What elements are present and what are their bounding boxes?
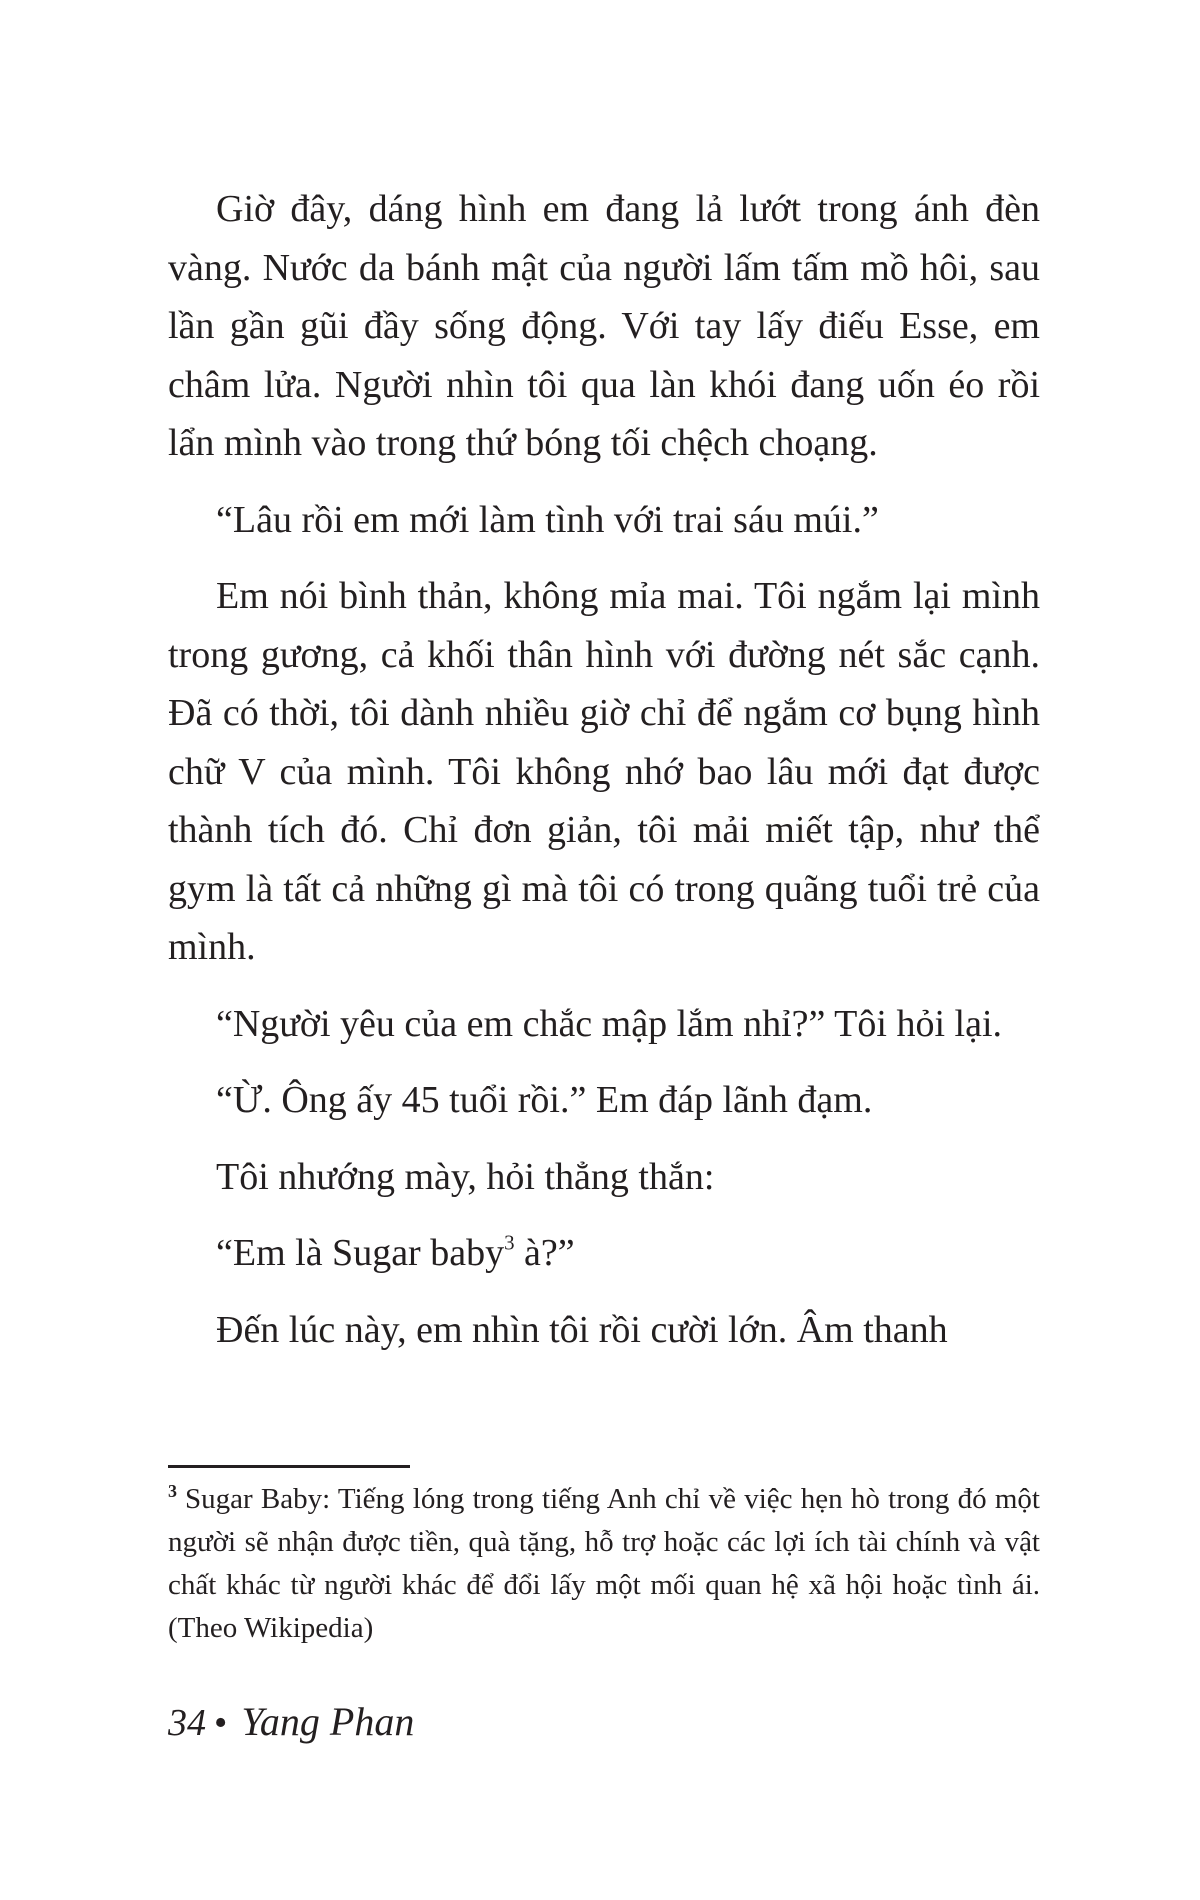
paragraph: Đến lúc này, em nhìn tôi rồi cười lớn. Âm thanh	[216, 1308, 948, 1351]
page-footer	[168, 1698, 414, 1745]
footnote-marker: 3	[168, 1481, 177, 1502]
footnote-text: Sugar Baby: Tiếng lóng trong tiếng Anh chỉ về việc hẹn hò trong đó một người sẽ nhận được tiền, quà tặng, hỗ trợ hoặc các lợi ích tài chính và vật chất khác từ người khác để đổi lấy một mối quan hệ xã hội hoặc tình ái. (Theo Wikipedia)	[168, 1483, 1040, 1644]
footnote	[168, 1478, 1040, 1650]
paragraph-text: “Em là Sugar baby	[216, 1232, 505, 1274]
paragraph: Giờ đây, dáng hình em đang lả lướt trong ánh đèn vàng. Nước da bánh mật của người lấm tấm mồ hôi, sau lần gần gũi đầy sống động. Với tay lấy điếu Esse, em châm lửa. Người nhìn tôi qua làn khói đang uốn éo rồi lẩn mình vào trong thứ bóng tối chệch choạng.	[168, 188, 1040, 464]
footer-separator: •	[214, 1702, 228, 1744]
paragraph: “Người yêu của em chắc mập lắm nhỉ?” Tôi hỏi lại.	[216, 1002, 1002, 1045]
paragraph-text: à?”	[514, 1232, 575, 1274]
body-text	[168, 180, 1040, 1377]
paragraph: Em nói bình thản, không mỉa mai. Tôi ngắm lại mình trong gương, cả khối thân hình với đường nét sắc cạnh. Đã có thời, tôi dành nhiều giờ chỉ để ngắm cơ bụng hình chữ V của mình. Tôi không nhớ bao lâu mới đạt được thành tích đó. Chỉ đơn giản, tôi mải miết tập, như thể gym là tất cả những gì mà tôi có trong quãng tuổi trẻ của mình.	[168, 575, 1040, 968]
paragraph	[168, 1224, 1040, 1283]
paragraph: Tôi nhướng mày, hỏi thẳng thắn:	[216, 1155, 715, 1198]
footnote-separator	[168, 1465, 410, 1468]
author-name: Yang Phan	[241, 1699, 415, 1744]
paragraph: “Lâu rồi em mới làm tình với trai sáu múi.”	[216, 498, 879, 541]
footnote-reference[interactable]: 3	[504, 1230, 515, 1255]
paragraph: “Ừ. Ông ấy 45 tuổi rồi.” Em đáp lãnh đạm.	[216, 1079, 873, 1121]
page-number: 34	[168, 1702, 206, 1744]
